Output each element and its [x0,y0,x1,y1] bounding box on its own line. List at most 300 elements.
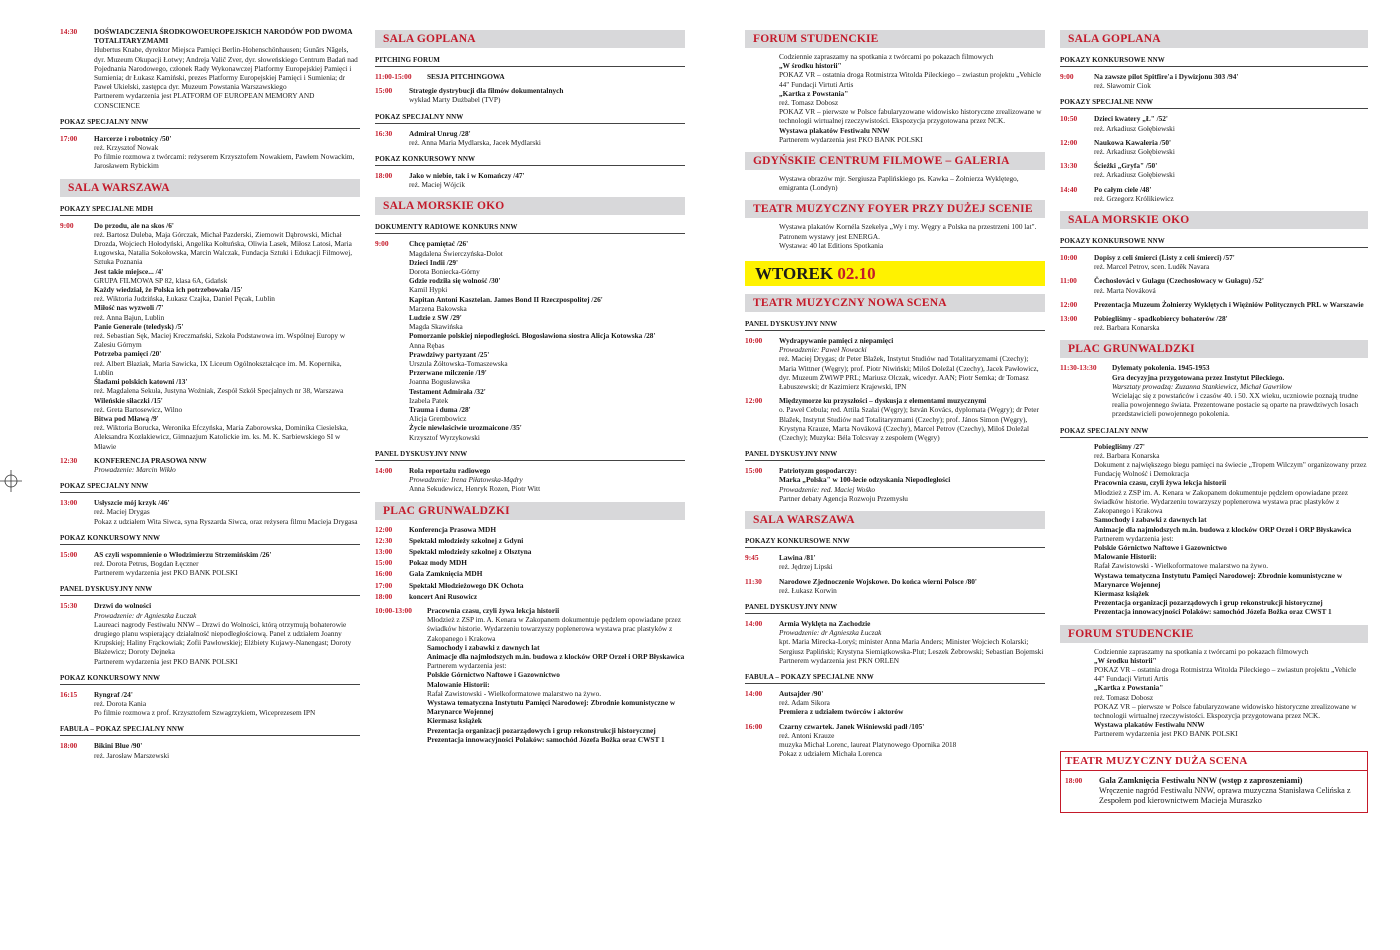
schedule-entry [60,221,360,451]
event-detail: reż. Arkadiusz Gołębiewski [1094,123,1175,133]
event-detail: GRUPA FILMOWA SP 82, klasa 6A, Gdańsk [94,275,228,285]
event-body [1094,300,1368,309]
event-detail: reż. Bartosz Duleba, Maja Górczak, Michał Pazderski, Ziemowit Dąbrowski, Michał Drozda, Wojciech Hołodyński, Angelika Kołtuńska, Oliwia Lasek, Miłosz Latosi, Maria Ługowska, Natalia Sokołowska, Marcin Walczak, Fundacja Sztuki i Edukacji Filmowej, Sztuka Poznania [94,229,353,267]
event-body [409,569,685,578]
event-title: Wystawa plakatów Festiwalu NNW [1094,720,1205,730]
event-time: 18:00 [60,741,78,751]
event-time: 17:00 [60,133,78,143]
event-detail: Wystawa: 40 lat Editions Spotkania [779,240,884,250]
event-title: Usłyszcie mój krzyk /46' [94,498,170,508]
event-detail: reż. Sebastian Sęk, Maciej Kreczmański, Szkoła Podstawowa im. Wspólnej Europy w Zalesiu Górnym [94,331,346,350]
schedule-entry [1060,138,1368,156]
event-title: Czarny czwartek. Janek Wiśniewski padł /105' [779,721,925,731]
schedule-entry [375,239,685,441]
event-title: Naukowa Kawaleria /50' [1094,137,1172,147]
event-title: Dylematy pokolenia. 1945-1953 [1112,363,1210,373]
event-detail: Hubertus Knabe, dyrektor Miejsca Pamięci Berlin-Hohenschönhausen; Gunārs Nāgels, dyr. Muzeum Okupacji Łotwy; Andreja Valič Zver, dyr. słoweńskiego Centrum Badań nad Pojednania Narodowego, członek Rady Wykonawczej Platformy Europejskiej Pamięci i Sumienia; dr Łukasz Kamiński, prezes Platformy Europejskiej Pamięci i Sumienia; dr Paweł Ukielski, zastępca dyr. Muzeum Powstania Warszawskiego [94,45,358,92]
schedule-entry [745,466,1045,503]
event-time: 14:00 [745,618,763,628]
program-subheader: POKAZ SPECJALNY NNW [60,480,360,493]
schedule-entry [375,558,685,567]
event-time: 12:00 [375,524,393,534]
event-detail: wykład Marty Dużbabel (TVP) [409,95,501,105]
event-time: 15:00 [375,558,393,568]
highlight-box [1060,751,1368,814]
event-title: Spektakl młodzieży szkolnej z Gdyni [409,535,524,545]
schedule-entry [60,601,360,665]
schedule-entry [1060,114,1368,132]
event-detail: Partnerem wydarzenia jest PKO BANK POLSKI [779,134,923,144]
section-spacer [745,22,1045,30]
event-title: Panie Generale (teledysk) /5' [94,321,184,331]
event-detail: Wystawa plakatów Kornéla Szekelya „Wy i my. Węgry a Polska na przestrzeni 100 lat". [779,222,1037,232]
event-detail: reż. Tomasz Dobosz [1094,692,1154,702]
event-detail: Joanna Bogusławska [409,377,471,387]
schedule-entry [1060,300,1368,309]
event-title: Wydrapywanie pamięci z niepamięci [779,336,894,346]
event-title: Gala Zamknięcia MDH [409,569,483,579]
event-title: Jest takie miejsce... /4' [94,266,164,276]
event-body [409,592,685,601]
event-title: Do przodu, ale na skos /6' [94,220,174,230]
event-title: Każdy wiedział, że Polska ich potrzebowała /15' [94,285,243,295]
venue-header: SALA MORSKIE OKO [1060,211,1368,229]
event-body [779,722,1045,759]
event-title: Życie niewłaściwie urozmaicone /35' [409,423,522,433]
schedule-entry [1060,276,1368,294]
program-subheader: PANEL DYSKUSYJNY NNW [745,601,1045,614]
event-title: Animacje dla najmłodszych m.in. budowa z klocków ORP Orzeł i ORP Błyskawica [427,651,685,661]
event-title: Po całym ciele /48' [1094,184,1152,194]
section-spacer [745,503,1045,511]
event-time: 14:40 [1060,184,1078,194]
event-body [1094,138,1368,156]
event-title: Wileńskie siłaczki /15' [94,395,163,405]
event-title: Międzymorze ku przyszłości – dyskusja z elementami muzycznymi [779,396,987,406]
event-title: Admirał Unrug /28' [409,128,471,138]
program-column-4 [1060,22,1368,950]
event-detail: reż. Dorota Kania [94,698,147,708]
event-time: 15:00 [60,549,78,559]
event-title: Bikini Blue /90' [94,741,143,751]
event-detail: Dokument z największego biegu pamięci na świecie „Tropem Wilczym" organizowany przez Fundację Wolność i Demokracja [1094,460,1367,479]
event-title: SESJA PITCHINGOWA [427,72,505,81]
event-detail: POKAZ VR – ostatnia droga Rotmistrza Witolda Pileckiego – zwiastun projektu „Vehicle 44" Fundacji Virtuti Artis [1094,664,1357,684]
event-time: 12:30 [375,535,393,545]
schedule-entry [1060,253,1368,271]
schedule-entry [1060,363,1368,418]
event-title: AS czyli wspomnienie o Włodzimierzu Strzemińskim /26' [94,549,272,559]
event-title: „W środku historii" [779,61,842,71]
section-spacer [1060,203,1368,211]
event-title: Gdzie rodziła się wolność /30' [409,276,501,286]
event-time: 16:30 [375,128,393,138]
event-detail: Marzena Bakowska [409,303,467,313]
event-time: 15:30 [60,601,78,611]
schedule-entry [745,553,1045,571]
schedule-entry [375,569,685,578]
venue-header: TEATR MUZYCZNY NOWA SCENA [745,294,1045,312]
schedule-entry [60,27,360,110]
event-host: Warsztaty prowadzą: Zuzanna Stankiewicz, Michał Gawriłow [1112,381,1292,391]
event-time: 16:00 [375,569,393,579]
event-detail: kpt. Maria Mirecka-Loryś; minister Anna Maria Anders; Minister Wojciech Kolarski; Sergiusz Papliński; Krystyna Siemiątkowska-Plut; Leszek Żebrowski; Sebastian Bojemski [779,637,1044,656]
event-body [779,396,1045,442]
event-detail: Partner debaty Agencja Rozwoju Przemysłu [779,493,908,503]
event-body [427,606,685,744]
event-body [409,466,685,494]
event-title: Dopisy z celi śmierci (Listy z celi śmierci) /57' [1094,253,1235,263]
event-body [779,577,1045,595]
event-title: Kiermasz książek [1094,588,1149,598]
event-title: Gala Zamknięcia Festiwalu NNW (wstęp z zaproszeniami) [1099,775,1303,785]
event-title: Marka „Polska" w 100-lecie odzyskania Niepodległości [779,475,951,485]
event-detail: Magda Skawińska [409,322,463,332]
event-body [409,558,685,567]
event-title: Pracownia czasu, czyli żywa lekcja historii [427,605,560,615]
event-time: 14:00 [375,465,393,475]
event-body [1094,314,1368,332]
event-title: Harcerze i robotnicy /50' [94,133,172,143]
event-detail: Po filmie rozmowa z twórcami: reżyserem Krzysztofem Nowakiem, Pawłem Nowackim, Jarosławem Rybickim [94,152,355,171]
info-block [1094,647,1368,739]
event-detail: Wystawa obrazów mjr. Sergiusza Paplińskiego ps. Kawka – Żołnierza Wyklętego, emigranta (Londyn) [779,174,1019,193]
event-body [94,741,360,759]
event-detail: Młodzież z ZSP im. A. Kenara w Zakopanem dokumentuje pędzlem opowiadane przez świadków historie. Wydarzeniu towarzyszy poplenerowa wystawa prac plastyków z Zakopanego i Krakowa [427,615,682,643]
event-body [94,550,360,578]
schedule-entry [60,498,360,526]
event-title: Konferencja Prasowa MDH [409,524,497,534]
event-detail: reż. Arkadiusz Gołębiewski [1094,147,1175,157]
event-detail: Po filmie rozmowa z prof. Krzysztofem Szwagrzykiem, Wiceprezesem IPN [94,708,316,718]
schedule-entry [745,619,1045,665]
event-time: 9:45 [745,553,759,563]
program-subheader: DOKUMENTY RADIOWE KONKURS NNW [375,221,685,234]
schedule-entry [60,741,360,759]
event-title: Pracownia czasu, czyli żywa lekcja historii [1094,478,1227,488]
event-body [1094,72,1368,90]
event-time: 18:00 [375,591,393,601]
event-detail: Wręczenie nagród Festiwalu NNW, oprawa muzyczna Stanisława Celińska z Zespołem pod kierownictwem Macieja Muraszko [1099,785,1351,805]
section-spacer [1060,617,1368,625]
event-body [94,601,360,665]
event-body [779,619,1045,665]
event-detail: Partnerem wydarzenia jest PKO BANK POLSKI [1094,729,1238,739]
event-title: Prezentacja innowacyjności Polaków: samochód Józefa Bożka oraz CWST 1 [427,734,665,744]
event-body [94,498,360,526]
event-detail: muzyka Michał Lorenc, laureat Platynowego Opornika 2018 [779,739,957,749]
section-spacer [1060,332,1368,340]
event-title: „Kartka z Powstania" [1094,683,1164,693]
venue-header: GDYŃSKIE CENTRUM FILMOWE – GALERIA [745,152,1045,170]
venue-header: SALA GOPLANA [375,30,685,48]
section-spacer [745,192,1045,200]
event-time: 15:00 [375,86,393,96]
event-detail: Partnerem wydarzenia jest PLATFORM OF EUROPEAN MEMORY AND CONSCIENCE [94,91,315,110]
info-block [779,222,1045,250]
event-title: DOŚWIADCZENIA ŚRODKOWOEUROPEJSKICH NARODÓW POD DWOMA TOTALITARYZMAMI [94,27,353,46]
event-title: Prezentacja innowacyjności Polaków: samochód Józefa Bożka oraz CWST 1 [1094,607,1332,617]
event-title: Dzieci kwatery „Ł" /52' [1094,114,1168,124]
event-time: 12:00 [745,396,763,406]
program-subheader: PANEL DYSKUSYJNY NNW [60,583,360,596]
event-detail: Codziennie zapraszamy na spotkania z twórcami po pokazach filmowych [1094,646,1309,656]
schedule-entry [375,129,685,147]
event-detail: Alicja Grembowicz [409,414,467,424]
event-detail: POKAZ VR – pierwsze w Polsce fabularyzowane widowisko historyczne zrealizowane w technologii wirtualnej rzeczywistości. Ekspozycja przygotowana przez NCK. [779,107,1042,126]
event-time: 17:00 [375,580,393,590]
schedule-entry [375,72,685,81]
event-detail: Anna Rębas [409,340,445,350]
event-title: Armia Wyklęta na Zachodzie [779,618,871,628]
event-title: Śladami polskich katowni /13' [94,377,188,387]
event-host: Prowadzenie: dr Agnieszka Łuczak [779,628,882,638]
event-detail: Partnerem wydarzenia jest PKN ORLEN [779,655,899,665]
event-title: Pomorzanie polskiej niepodległości. Błogosławiona siostra Alicja Kotowska /28' [409,331,656,341]
event-time: 11:00-15:00 [375,72,412,81]
event-detail: Magdalena Świerczyńska-Dolot [409,248,503,258]
event-detail: reż. Antoni Krauze [779,730,835,740]
section-spacer [375,22,685,30]
event-detail: Wcielając się z powstańców i czasów 40. i 50. XX wieku, uczniowie poznają trudne realia powojennego świata. Prezentowane postacie są oparte na prawdziwych losach przedstawicieli powojennego pokolenia. [1112,391,1359,419]
day-date: 02.10 [837,264,876,284]
event-detail: Partnerem wydarzenia jest PKO BANK POLSKI [94,656,238,666]
event-detail: reż. Tomasz Dobosz [779,98,839,108]
event-body [94,27,360,110]
program-subheader: POKAZ SPECJALNY NNW [375,111,685,124]
event-title: Spektakl Młodzieżowego DK Ochota [409,580,524,590]
event-time: 10:00 [745,336,763,346]
event-time: 12:00 [1060,137,1078,147]
section-spacer [1060,22,1368,30]
event-title: Pobiegliśmy - spadkobiercy bohaterów /28' [1094,314,1228,324]
event-title: Polskie Górnictwo Naftowe i Gazownictwo [427,670,560,680]
venue-header: SALA WARSZAWA [60,179,360,197]
event-title: Strategie dystrybucji dla filmów dokumentalnych [409,86,564,96]
event-host: Prowadzenie: Marcin Wikło [94,464,176,474]
event-title: Prezentacja organizacji pozarządowych i grup rekonstrukcji historycznej [1094,598,1323,608]
schedule-entry [60,456,360,474]
schedule-entry [375,592,685,601]
day-name: WTOREK [755,264,834,284]
program-subheader: PANEL DYSKUSYJNY NNW [745,448,1045,461]
venue-header: SALA WARSZAWA [745,511,1045,529]
event-time: 16:15 [60,689,78,699]
schedule-entry [375,581,685,590]
schedule-entry [375,536,685,545]
schedule-entry [1060,185,1368,203]
event-title: Rola reportażu radiowego [409,465,491,475]
program-subheader: FABUŁA – POKAZY SPECJALNE NNW [745,671,1045,684]
event-title: Na zawsze pilot Spitfire'a i Dywizjonu 303 /94' [1094,72,1239,81]
event-detail: reż. Krzysztof Nowak [94,143,159,153]
event-detail: Młodzież z ZSP im. A. Kenara w Zakopanem dokumentuje pędzlem opowiadane przez świadków historie. Wydarzeniu towarzyszy poplenerowa wystawa prac plastyków z Zakopanego i Krakowa [1094,487,1349,516]
event-detail: Rafał Zawistowski - Wielkoformatowe malarstwo na żywo. [427,688,602,698]
event-title: Autsajder /90' [779,688,824,698]
event-title: Spektakl młodzieży szkolnej z Olsztyna [409,546,532,556]
event-time: 14:30 [60,27,78,36]
event-title: Samochody i zabawki z dawnych lat [1094,515,1207,525]
event-body [409,536,685,545]
event-detail: Urszula Żółtowska-Tomaszewska [409,359,508,369]
event-title: koncert Ani Rusowicz [409,591,478,601]
program-subheader: POKAZY KONKURSOWE NNW [1060,54,1368,67]
event-body [94,221,360,451]
event-detail: Partnerem wydarzenia jest PKO BANK POLSKI [94,568,238,578]
schedule-entry [375,547,685,556]
venue-header: TEATR MUZYCZNY DUŻA SCENA [1061,752,1367,771]
event-detail: reż. Anna Maria Mydlarska, Jacek Mydlarski [409,137,541,147]
schedule-entry [745,689,1045,717]
event-time: 14:00 [745,688,763,698]
event-detail: Partnerem wydarzenia jest: [1094,533,1174,543]
event-detail: POKAZ VR – ostatnia droga Rotmistrza Witolda Pileckiego – zwiastun projektu „Vehicle 44" Fundacji Virtuti Artis [779,70,1042,89]
event-title: Ryngraf /24' [94,689,133,699]
event-title: Jako w niebie, tak i w Komańczy /47' [409,171,525,181]
event-detail: Pokaz z udziałem Wita Siwca, syna Ryszarda Siwca, oraz reżysera filmu Macieja Drygasa [94,516,358,526]
event-time: 13:30 [1060,161,1078,171]
event-title: Malowanie Historii: [427,679,490,689]
event-title: Przerwane milczenie /19' [409,368,487,378]
section-spacer [375,189,685,197]
schedule-entry [60,550,360,578]
venue-header: SALA MORSKIE OKO [375,197,685,215]
event-title: „W środku historii" [1094,655,1157,665]
event-detail: reż. Marta Nováková [1094,285,1156,295]
event-body [409,129,685,147]
event-detail: reż. Jędrzej Lipski [779,562,833,572]
event-detail: reż. Łukasz Korwin [779,585,837,595]
program-subheader: POKAZ KONKURSOWY NNW [375,153,685,166]
event-body [779,336,1045,391]
program-subheader: POKAZ KONKURSOWY NNW [60,672,360,685]
section-spacer [745,144,1045,152]
event-time: 10:00 [1060,253,1078,263]
info-block [779,174,1045,192]
event-detail: reż. Maciej Drygas [94,507,150,517]
event-title: Potrzeba pamięci /20' [94,349,162,359]
event-title: Malowanie Historii: [1094,552,1157,562]
info-block [1094,442,1368,617]
event-time: 18:00 [1065,775,1083,785]
program-subheader: POKAZY KONKURSOWE NNW [1060,235,1368,248]
event-detail: reż. Marcel Petrov, scen. Luděk Navara [1094,262,1210,272]
section-spacer [745,286,1045,294]
event-time: 16:00 [745,721,763,731]
event-time: 9:00 [375,239,389,249]
schedule-entry [745,336,1045,391]
event-title: Kapitan Antoni Kasztelan. James Bond II Rzeczpospolitej /26' [409,294,603,304]
event-title: Prawdziwy partyzant /25' [409,349,490,359]
event-title: Chcę pamiętać /26' [409,239,469,249]
event-detail: Patronem wystawy jest ENERGA. [779,231,880,241]
schedule-entry [375,86,685,104]
program-subheader: POKAZY KONKURSOWE NNW [745,535,1045,548]
event-body [779,553,1045,571]
event-title: Ścieżki „Gryfa" /50' [1094,161,1158,171]
event-body [409,525,685,534]
program-subheader: FABUŁA – POKAZ SPECJALNY NNW [60,723,360,736]
event-body [1112,363,1368,418]
event-detail: Krzysztof Wyrzykowski [409,432,480,442]
venue-header: FORUM STUDENCKIE [745,30,1045,48]
schedule-entry [375,525,685,534]
event-detail: reż. Dorota Petrus, Bogdan Łęczner [94,558,199,568]
event-detail: Pokaz z udziałem Michała Lorenca [779,749,882,759]
program-subheader: POKAZ SPECJALNY NNW [1060,425,1368,438]
registration-mark-icon [0,470,22,492]
event-time: 12:00 [1060,299,1078,309]
event-detail: Anna Sekudewicz, Henryk Rozen, Piotr Witt [409,484,541,494]
event-body [1094,276,1368,294]
venue-header: PLAC GRUNWALDZKI [375,502,685,520]
event-title: Čechoslováci v Gulagu (Czechosłowacy w Gułagu) /52' [1094,276,1264,286]
event-detail: Rafał Zawistowski - Wielkoformatowe malarstwo na żywo. [1094,561,1269,571]
event-body [1094,253,1368,271]
event-title: „Kartka z Powstania" [779,88,849,98]
schedule-entry [375,171,685,189]
event-host: Prowadzenie: Irena Piłatowska-Mądry [409,475,523,485]
event-body [94,690,360,718]
schedule-entry [1060,72,1368,90]
event-body [1094,185,1368,203]
program-subheader: PITCHING FORUM [375,54,685,67]
schedule-entry [745,396,1045,442]
venue-header: PLAC GRUNWALDZKI [1060,340,1368,358]
event-title: Pobiegliśmy /27' [1094,441,1145,451]
event-time: 15:00 [745,466,763,476]
event-detail: reż. Jarosław Marszewski [94,750,170,760]
event-time: 10:00-13:00 [375,605,412,615]
event-time: 18:00 [375,171,393,181]
event-body [779,466,1045,503]
program-subheader: PANEL DYSKUSYJNY NNW [375,448,685,461]
program-column-2 [375,22,685,950]
event-title: Patriotyzm gospodarczy: [779,466,857,476]
schedule-entry [1065,776,1363,807]
event-detail: reż. Barbara Konarska [1094,323,1160,333]
event-time: 11:30-13:30 [1060,363,1097,373]
event-detail: o. Paweł Cebula; red. Attila Szalai (Węgry); István Kovács, dyplomata (Węgry); dr Peter Blažek, Instytut Studiów nad Totalitaryzmami (Czechy); prof. János Simon (Węgry), Krystyna Krauze, Marta Nováková (Czechy), Marcel Petrov (Czechy), Miloš Doležal (Czechy); Muzyka: Béla Tolcsvay z zespołem (Węgry) [779,405,1039,443]
event-time: 13:00 [60,498,78,508]
event-title: Miłość nas wyzwoli /7' [94,303,164,313]
program-subheader: POKAZ SPECJALNY NNW [60,116,360,129]
event-time: 11:00 [1060,276,1077,286]
event-title: KONFERENCJA PRASOWA NNW [94,455,207,465]
event-title: Samochody i zabawki z dawnych lat [427,642,540,652]
event-detail: Izabela Patek [409,395,449,405]
event-time: 12:30 [60,455,78,465]
event-title: Drzwi do wolności [94,601,152,611]
event-body [1094,114,1368,132]
schedule-entry [745,722,1045,759]
event-body [94,134,360,171]
event-time: 9:00 [1060,72,1074,81]
event-title: Animacje dla najmłodszych m.in. budowa z klocków ORP Orzeł i ORP Błyskawica [1094,524,1352,534]
event-body [409,581,685,590]
program-column-3 [745,22,1045,950]
program-subheader: POKAZY SPECJALNE NNW [1060,96,1368,109]
event-detail: reż. Albert Błaziak, Maria Sawicka, IX Liceum Ogólnokształcące im. M. Kopernika, Lublin [94,358,342,377]
event-host: Prowadzenie: red. Maciej Wośko [779,484,876,494]
event-body [409,86,685,104]
info-block [779,52,1045,144]
event-body [779,689,1045,717]
event-title: Prezentacja Muzeum Żołnierzy Wyklętych i Więźniów Politycznych PRL w Warszawie [1094,299,1364,309]
event-detail: reż. Anna Bajun, Lublin [94,312,165,322]
event-title: Wystawa tematyczna Instytutu Pamięci Narodowej: Zbrodnie komunistyczne w Marynarce Wojennej [1094,570,1343,589]
program-subheader: PANEL DYSKUSYJNY NNW [745,318,1045,331]
